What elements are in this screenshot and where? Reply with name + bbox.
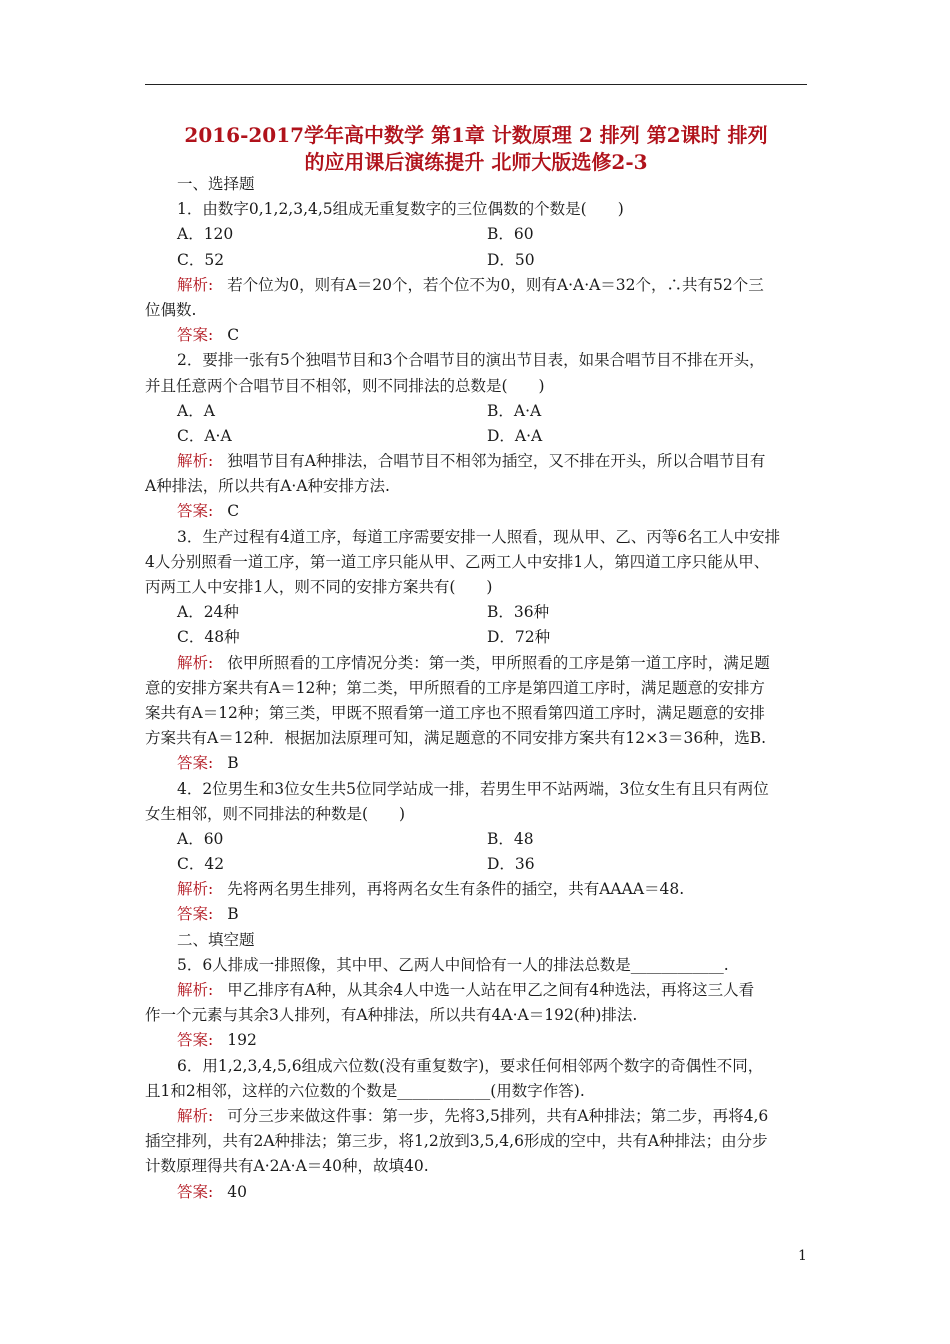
option-b: B．60	[487, 225, 534, 244]
section-heading-fill: 二、填空题	[177, 930, 255, 949]
question-5-stem: 5．6人排成一排照像，其中甲、乙两人中间恰有一人的排法总数是____________.	[177, 955, 729, 974]
page-number: 1	[798, 1248, 807, 1264]
question-3-stem: 3．生产过程有4道工序，每道工序需要安排一人照看，现从甲、乙、丙等6名工人中安排	[177, 527, 781, 546]
option-c: C．42	[177, 855, 225, 874]
question-2-options-row-2	[145, 424, 807, 449]
answer-value: B	[227, 905, 239, 924]
question-3-answer	[145, 751, 807, 776]
option-a: A．A	[177, 401, 215, 420]
question-3-analysis	[145, 651, 807, 676]
question-2-analysis-cont: A种排法，所以共有A·A种安排方法.	[145, 477, 390, 496]
question-3-analysis-cont-3: 方案共有A＝12种．根据加法原理可知，满足题意的不同安排方案共有12×3＝36种，选B.	[145, 729, 767, 748]
analysis-text: 先将两名男生排列，再将两名女生有条件的插空，共有AAAA＝48.	[227, 880, 685, 899]
header-rule	[145, 84, 807, 85]
option-b: B．36种	[487, 603, 550, 622]
analysis-label: 解析:	[177, 452, 214, 471]
analysis-text: 若个位为0，则有A＝20个，若个位不为0，则有A·A·A＝32个，∴共有52个三	[227, 275, 764, 294]
option-d: D．A·A	[487, 426, 543, 445]
document-title	[140, 122, 812, 176]
question-1-options-row-2	[145, 248, 807, 273]
analysis-label: 解析:	[177, 981, 214, 999]
question-3-analysis-cont-2: 案共有A＝12种；第三类，甲既不照看第一道工序也不照看第四道工序时，满足题意的安排	[145, 703, 765, 722]
analysis-text: 甲乙排序有A种，从其余4人中选一人站在甲乙之间有4种选法，再将这三人看	[227, 981, 755, 999]
question-3-stem-cont-2: 丙两工人中安排1人，则不同的安排方案共有( )	[145, 578, 493, 596]
question-6-stem-cont: 且1和2相邻，这样的六位数的个数是____________(用数字作答).	[145, 1081, 585, 1100]
option-c: C．A·A	[177, 426, 232, 445]
answer-value: B	[227, 754, 239, 773]
question-1-analysis	[145, 273, 807, 298]
analysis-label: 解析:	[177, 1106, 214, 1125]
option-a: A．24种	[177, 603, 239, 622]
question-3-options-row-2	[145, 625, 807, 650]
answer-value: C	[227, 502, 240, 521]
question-1-stem: 1．由数字0,1,2,3,4,5组成无重复数字的三位偶数的个数是( )	[177, 200, 624, 219]
analysis-label: 解析:	[177, 880, 214, 899]
analysis-text: 可分三步来做这件事：第一步，先将3,5排列，共有A种排法；第二步，再将4,6	[227, 1106, 769, 1125]
option-c: C．52	[177, 250, 225, 269]
question-6-answer	[145, 1180, 807, 1205]
question-6-analysis	[145, 1104, 807, 1129]
question-4-stem: 4．2位男生和3位女生共5位同学站成一排，若男生甲不站两端，3位女生有且只有两位	[177, 779, 769, 798]
option-b: B．48	[487, 829, 534, 848]
question-1-answer	[145, 323, 807, 348]
option-a: A．120	[177, 225, 234, 244]
question-3-analysis-cont-1: 意的安排方案共有A＝12种；第二类，甲所照看的工序是第四道工序时，满足题意的安排方	[145, 678, 765, 697]
answer-value: 40	[227, 1182, 247, 1201]
question-3-options-row-1	[145, 600, 807, 625]
question-4-options-row-1	[145, 827, 807, 852]
title-line-2: 的应用课后演练提升 北师大版选修2-3	[304, 150, 648, 174]
option-a: A．60	[177, 829, 224, 848]
question-2-stem: 2．要排一张有5个独唱节目和3个合唱节目的演出节目表，如果合唱节目不排在开头，	[177, 351, 765, 370]
option-d: D．72种	[487, 628, 551, 647]
question-1-options-row-1	[145, 222, 807, 247]
question-2-analysis	[145, 449, 807, 474]
question-4-stem-cont: 女生相邻，则不同排法的种数是( )	[145, 804, 406, 823]
answer-label: 答案:	[177, 502, 214, 521]
question-5-analysis	[145, 978, 807, 1003]
question-5-answer	[145, 1028, 807, 1053]
analysis-text: 独唱节目有A种排法，合唱节目不相邻为插空，又不排在开头，所以合唱节目有	[227, 452, 766, 471]
question-6-analysis-cont-1: 插空排列，共有2A种排法；第三步，将1,2放到3,5,4,6形成的空中，共有A种排法；由分步	[145, 1132, 768, 1151]
section-heading-choice: 一、选择题	[177, 175, 255, 193]
analysis-label: 解析:	[177, 653, 214, 672]
document-body	[145, 172, 807, 1205]
answer-value: C	[227, 326, 240, 345]
option-b: B．A·A	[487, 401, 542, 420]
question-2-options-row-1	[145, 399, 807, 424]
question-3-stem-cont-1: 4人分别照看一道工序，第一道工序只能从甲、乙两工人中安排1人，第四道工序只能从甲、	[145, 552, 770, 571]
analysis-text: 依甲所照看的工序情况分类：第一类，甲所照看的工序是第一道工序时，满足题	[227, 653, 770, 672]
analysis-label: 解析:	[177, 275, 214, 294]
question-4-analysis	[145, 877, 807, 902]
answer-label: 答案:	[177, 905, 214, 924]
answer-label: 答案:	[177, 1031, 214, 1050]
question-6-analysis-cont-2: 计数原理得共有A·2A·A＝40种，故填40.	[145, 1157, 429, 1176]
answer-label: 答案:	[177, 754, 214, 773]
answer-label: 答案:	[177, 1182, 214, 1201]
question-2-stem-cont: 并且任意两个合唱节目不相邻，则不同排法的总数是( )	[145, 376, 545, 395]
question-5-analysis-cont: 作一个元素与其余3人排列，有A种排法，所以共有4A·A＝192(种)排法.	[145, 1006, 638, 1025]
question-2-answer	[145, 499, 807, 524]
question-6-stem: 6．用1,2,3,4,5,6组成六位数(没有重复数字)，要求任何相邻两个数字的奇偶性不同，	[177, 1056, 764, 1075]
title-line-1: 2016-2017学年高中数学 第1章 计数原理 2 排列 第2课时 排列	[184, 123, 768, 147]
question-1-analysis-cont: 位偶数.	[145, 300, 197, 319]
option-c: C．48种	[177, 628, 240, 647]
question-4-options-row-2	[145, 852, 807, 877]
answer-label: 答案:	[177, 326, 214, 345]
question-4-answer	[145, 902, 807, 927]
answer-value: 192	[227, 1031, 257, 1050]
option-d: D．50	[487, 250, 535, 269]
option-d: D．36	[487, 855, 535, 874]
